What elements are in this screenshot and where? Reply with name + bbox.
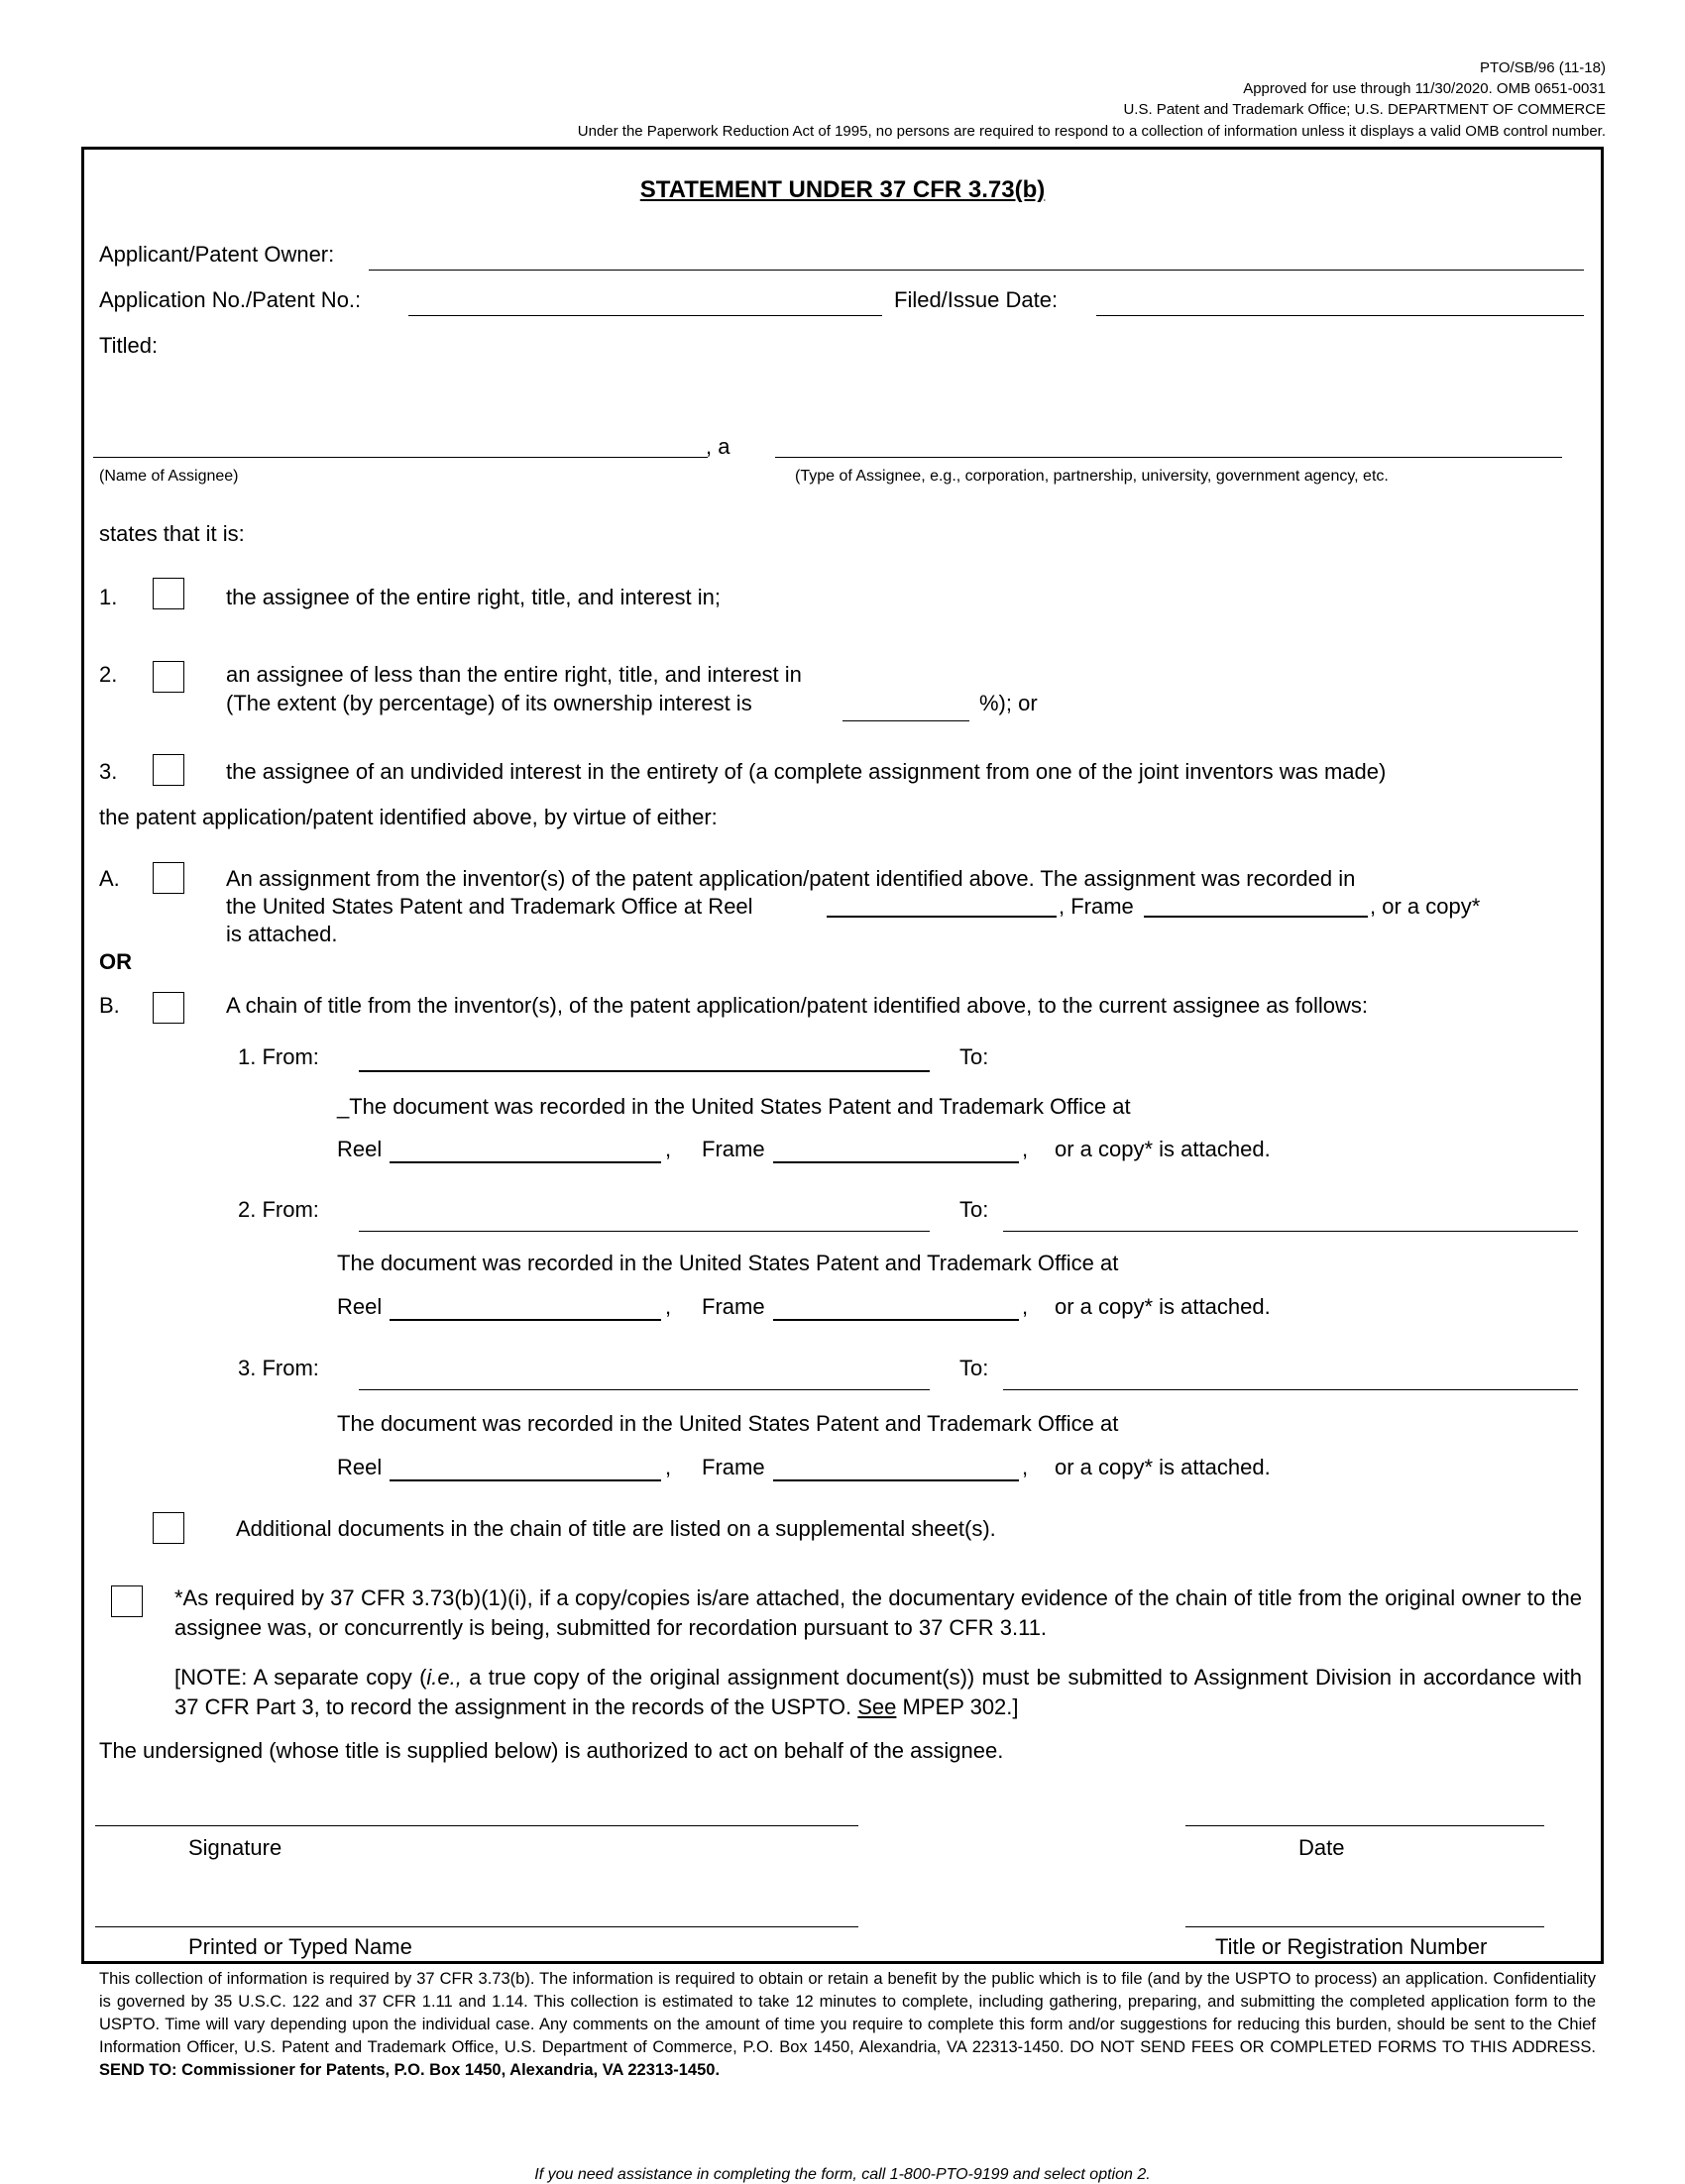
by-virtue-text: the patent application/patent identified above, by virtue of either: [99, 805, 718, 829]
chain1-to-label: To: [959, 1044, 989, 1069]
assistance-note: If you need assistance in completing the form, call 1-800-PTO-9199 and select option 2. [534, 2166, 1151, 2183]
chain3-from-field[interactable] [359, 1389, 930, 1390]
optionA-line2b: , Frame [1059, 894, 1134, 919]
chain2-copy-text: or a copy* is attached. [1055, 1294, 1271, 1319]
option3-number: 3. [99, 759, 118, 784]
optionB-text: A chain of title from the inventor(s), of the patent application/patent identified above, to the current assignee as follows: [226, 993, 1369, 1018]
separate-copy-note [174, 1663, 1582, 1722]
chain2-comma-reel: , [665, 1294, 672, 1319]
note-middle: a true copy of the original assignment document(s)) must be submitted to Assignment Division in accordance with 37 CFR Part 3, to record the assignment in the records of the USPTO. [174, 1665, 1582, 1719]
option1-text: the assignee of the entire right, title, and interest in; [226, 585, 721, 609]
chain2-reel-label: Reel [337, 1294, 383, 1319]
chain3-reel-label: Reel [337, 1455, 383, 1479]
chain3-frame-field[interactable] [773, 1479, 1019, 1481]
chain2-to-field[interactable] [1003, 1231, 1578, 1232]
states-that: states that it is: [99, 521, 245, 546]
required-note-checkbox[interactable] [111, 1585, 143, 1617]
optionB-checkbox[interactable] [153, 992, 184, 1024]
chain3-comma-frame: , [1022, 1455, 1029, 1479]
chain3-comma-reel: , [665, 1455, 672, 1479]
chain2-recorded-text: The document was recorded in the United States Patent and Trademark Office at [337, 1251, 1119, 1275]
assignee-name-field[interactable] [93, 457, 708, 458]
date-field[interactable] [1185, 1825, 1544, 1826]
title-registration-field[interactable] [1185, 1926, 1544, 1927]
printed-name-label: Printed or Typed Name [188, 1934, 412, 1959]
chain1-from-label: 1. From: [238, 1044, 319, 1069]
chain2-frame-field[interactable] [773, 1319, 1019, 1321]
chain2-from-field[interactable] [359, 1231, 930, 1232]
chain2-from-label: 2. From: [238, 1197, 319, 1222]
option2-number: 2. [99, 662, 118, 687]
optionA-line3: is attached. [226, 922, 338, 946]
chain3-recorded-text: The document was recorded in the United States Patent and Trademark Office at [337, 1411, 1119, 1436]
signature-field[interactable] [95, 1825, 858, 1826]
comma-a: , a [706, 434, 730, 459]
send-to-address: SEND TO: Commissioner for Patents, P.O. Box 1450, Alexandria, VA 22313-1450. [99, 2061, 721, 2079]
chain1-frame-field[interactable] [773, 1161, 1019, 1163]
chain1-from-field[interactable] [359, 1070, 930, 1072]
chain2-reel-field[interactable] [390, 1319, 661, 1321]
paperwork-notice: Under the Paperwork Reduction Act of 1995, no persons are required to respond to a collection of information unless it displays a valid OMB control number. [577, 123, 1606, 140]
optionB-label: B. [99, 993, 120, 1018]
chain1-frame-label: Frame [702, 1137, 765, 1161]
chain1-to-field[interactable] [1003, 1044, 1578, 1070]
optionA-reel-field[interactable] [827, 916, 1057, 918]
optionA-line2c: , or a copy* [1370, 894, 1481, 919]
filed-date-field[interactable] [1096, 315, 1584, 316]
filed-date-label: Filed/Issue Date: [894, 287, 1059, 312]
option2-line2b: %); or [979, 691, 1038, 715]
optionA-checkbox[interactable] [153, 862, 184, 894]
required-note-text: *As required by 37 CFR 3.73(b)(1)(i), if a copy/copies is/are attached, the documentary evidence of the chain of title from the original owner to the assignee was, or concurrently is being, submitted for recordation pursuant to 37 CFR 3.11. [174, 1585, 1582, 1640]
option2-line2a: (The extent (by percentage) of its ownership interest is [226, 691, 752, 715]
assignee-type-field[interactable] [775, 457, 1562, 458]
form-title: STATEMENT UNDER 37 CFR 3.73(b) [639, 176, 1046, 203]
option3-checkbox[interactable] [153, 754, 184, 786]
option1-number: 1. [99, 585, 118, 609]
burden-statement [99, 1968, 1596, 2082]
burden-text: This collection of information is required by 37 CFR 3.73(b). The information is required to obtain or retain a benefit by the public which is to file (and by the USPTO to process) an application. Confidentiality is governed by 35 U.S.C. 122 and 37 CFR 1.11 and 1.14. This collection is estimated to take 12 minutes to complete, including gathering, preparing, and submitting the completed application form to the USPTO. Time will vary depending upon the individual case. Any comments on the amount of time you require to complete this form and/or suggestions for reducing this burden, should be sent to the Chief Information Officer, U.S. Patent and Trademark Office, U.S. Department of Commerce, P.O. Box 1450, Alexandria, VA 22313-1450. DO NOT SEND FEES OR COMPLETED FORMS TO THIS ADDRESS. [99, 1970, 1596, 2056]
approval-notice: Approved for use through 11/30/2020. OMB 0651-0031 [1243, 80, 1606, 97]
optionA-line2a: the United States Patent and Trademark Office at Reel [226, 894, 753, 919]
option3-text: the assignee of an undivided interest in the entirety of (a complete assignment from one of the joint inventors was made) [226, 759, 1387, 784]
assignee-type-caption: (Type of Assignee, e.g., corporation, partnership, university, government agency, etc. [795, 468, 1389, 485]
additional-docs-text: Additional documents in the chain of title are listed on a supplemental sheet(s). [236, 1516, 996, 1541]
chain3-from-label: 3. From: [238, 1356, 319, 1380]
form-id: PTO/SB/96 (11-18) [1479, 59, 1606, 76]
chain2-frame-label: Frame [702, 1294, 765, 1319]
chain3-frame-label: Frame [702, 1455, 765, 1479]
additional-docs-checkbox[interactable] [153, 1512, 184, 1544]
percentage-field[interactable] [842, 720, 969, 721]
applicant-label: Applicant/Patent Owner: [99, 242, 335, 267]
optionA-label: A. [99, 866, 120, 891]
chain3-to-field[interactable] [1003, 1389, 1578, 1390]
note-ie: i.e., [426, 1665, 462, 1690]
title-field[interactable] [159, 333, 1566, 422]
titled-label: Titled: [99, 333, 159, 358]
application-no-field[interactable] [408, 315, 882, 316]
applicant-field[interactable] [369, 270, 1584, 271]
undersigned-text: The undersigned (whose title is supplied below) is authorized to act on behalf of the assignee. [99, 1738, 1004, 1763]
chain1-reel-label: Reel [337, 1137, 383, 1161]
or-label: OR [99, 949, 132, 974]
agency-name: U.S. Patent and Trademark Office; U.S. DEPARTMENT OF COMMERCE [1123, 101, 1606, 118]
option2-checkbox[interactable] [153, 661, 184, 693]
chain1-comma-frame: , [1022, 1137, 1029, 1161]
note-see: See [857, 1694, 897, 1719]
chain1-comma-reel: , [665, 1137, 672, 1161]
option2-line1: an assignee of less than the entire right, title, and interest in [226, 662, 802, 687]
note-prefix: [NOTE: A separate copy ( [174, 1665, 427, 1690]
chain2-comma-frame: , [1022, 1294, 1029, 1319]
chain3-copy-text: or a copy* is attached. [1055, 1455, 1271, 1479]
signature-label: Signature [188, 1835, 282, 1860]
option1-checkbox[interactable] [153, 578, 184, 609]
chain1-reel-field[interactable] [390, 1161, 661, 1163]
chain2-to-label: To: [959, 1197, 989, 1222]
assignee-name-caption: (Name of Assignee) [99, 468, 239, 485]
optionA-frame-field[interactable] [1144, 916, 1368, 918]
chain1-recorded-text: _The document was recorded in the United States Patent and Trademark Office at [337, 1094, 1131, 1119]
title-registration-label: Title or Registration Number [1215, 1934, 1488, 1959]
chain1-copy-text: or a copy* is attached. [1055, 1137, 1271, 1161]
application-no-label: Application No./Patent No.: [99, 287, 362, 312]
note-end: MPEP 302.] [896, 1694, 1019, 1719]
date-label: Date [1298, 1835, 1345, 1860]
printed-name-field[interactable] [95, 1926, 858, 1927]
chain3-to-label: To: [959, 1356, 989, 1380]
chain3-reel-field[interactable] [390, 1479, 661, 1481]
optionA-line1: An assignment from the inventor(s) of the patent application/patent identified above. The assignment was recorded in [226, 866, 1356, 891]
